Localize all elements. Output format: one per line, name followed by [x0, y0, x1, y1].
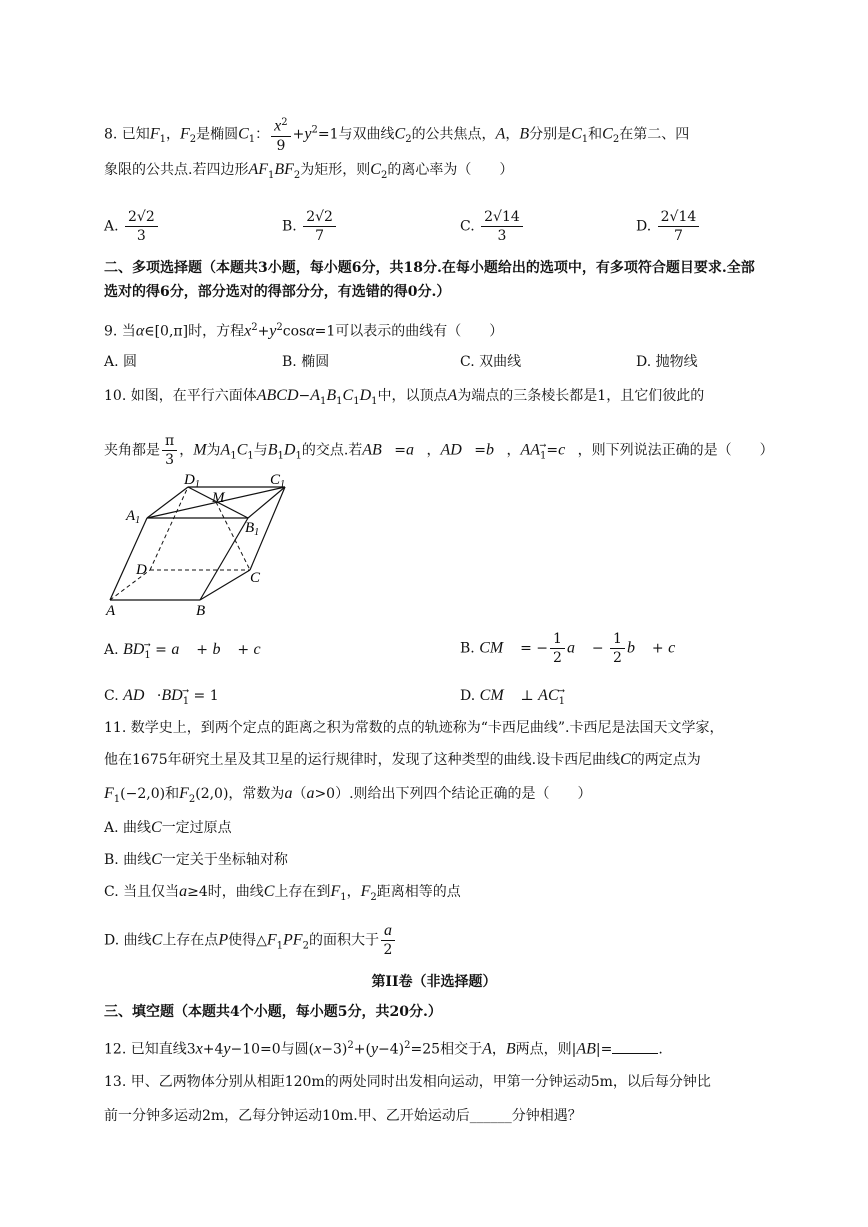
q8-option-a: A. $\frac{2√2}{3}$: [104, 208, 160, 245]
label-a: A: [106, 603, 116, 619]
q11-option-c: C. 当且仅当a≥4时，曲线C上存在到$F_1$，$F_2$距离相等的点: [104, 883, 461, 903]
q11-option-b: B. 曲线C一定关于坐标轴对称: [104, 851, 288, 868]
q9-stem: 9. 当α∈[0,π]时，方程$x^2+y^2\cos\alpha=1$可以表示的曲线有（ ）: [104, 322, 504, 340]
label-d1: $D_1$: [184, 472, 200, 490]
parallelepiped-figure: [100, 470, 300, 620]
label-a1: $A_1$: [126, 508, 141, 526]
label-c1: $C_1$: [270, 472, 286, 490]
label-c: C: [250, 570, 261, 586]
q11-option-a: A. 曲线C一定过原点: [104, 819, 232, 836]
q10-option-a: A. $BD_1⃗$ = a⃗ + b⃗ + c⃗: [104, 641, 274, 661]
q8-option-b: B. $\frac{2√2}{7}$: [282, 208, 338, 245]
section2-heading: 二、多项选择题（本题共3小题，每小题6分，共18分.在每小题给出的选项中，有多项符合题目要求.全部选对的得6分，部分选对的得部分分，有选错的得0分.）: [104, 260, 755, 300]
q10-option-b: B. CM⃗ = − $\frac{1}{2}$ a⃗ − $\frac{1}{2}$ b⃗ + c⃗: [460, 631, 688, 666]
q9-option-d: D. 抛物线: [636, 354, 698, 370]
q11-line3: $F_1(-2,0)$和$F_2(2,0)$，常数为a（a>0）.则给出下列四个结论正确的是（ ）: [104, 785, 592, 805]
q13-line2: 前一分钟多运动2m，乙每分钟运动10m.甲、乙开始运动后______分钟相遇？: [104, 1108, 582, 1124]
label-b: B: [196, 603, 206, 619]
section3-heading: 三、填空题（本题共4个小题，每小题5分，共20分.）: [104, 1004, 442, 1020]
label-b1: $B_1$: [245, 520, 260, 538]
label-m: M: [212, 490, 225, 506]
q9-option-c: C. 双曲线: [460, 354, 522, 370]
q10-option-c: C. $AD⃗\cdot BD_1⃗ = 1$: [104, 687, 219, 707]
q11-line1: 11. 数学史上，到两个定点的距离之积为常数的点的轨迹称为“卡西尼曲线”.卡西尼是法国天文学家，: [104, 720, 724, 736]
q9-option-a: A. 圆: [104, 354, 138, 370]
q8-option-c: C. $\frac{2√14}{3}$: [460, 208, 525, 245]
part2-title: 第II卷（非选择题）: [371, 974, 497, 990]
q13-line1: 13. 甲、乙两物体分别从相距120m的两处同时出发相向运动，甲第一分钟运动5m，以后每分钟比: [104, 1074, 711, 1090]
label-d: D: [136, 562, 147, 578]
q11-line2: 他在1675年研究土星及其卫星的运行规律时，发现了这种类型的曲线.设卡西尼曲线C的两定点为: [104, 751, 701, 768]
q8-option-d: D. $\frac{2√14}{7}$: [636, 208, 701, 245]
q9-option-b: B. 椭圆: [282, 354, 330, 370]
q12: 12. 已知直线3x+4y−10=0与圆$(x-3)^2+(y-4)^2=25$相交于A，B两点，则|AB|= .: [104, 1040, 663, 1058]
q8-line1: 8. 已知$F_1$，$F_2$是椭圆$C_1$： $\frac{x^2}{9}$ $+y^2=1$与双曲线$C_2$的公共焦点，A，B分别是$C_1$和$C_2$在第二、四: [104, 114, 689, 155]
q8-line2: 象限的公共点.若四边形$AF_1BF_2$为矩形，则$C_2$的离心率为（ ）: [104, 161, 514, 181]
q10-line1: 10. 如图，在平行六面体$ABCD-A_1B_1C_1D_1$中，以顶点A为端点的三条棱长都是1，且它们彼此的: [104, 387, 705, 407]
q11-option-d: D. 曲线C上存在点P使得$\triangle F_1PF_2$的面积大于 $\frac{a}{2}$: [104, 922, 397, 959]
q10-option-d: D. CM⃗ ⊥ $AC_1$: [460, 687, 565, 707]
q10-line2: 夹角都是 $\frac{\pi}{3}$ ，M为$A_1C_1$与$B_1D_1$的交点.若AB⃗=a⃗，AD⃗=b⃗，$AA_1⃗=c⃗$，则下列说法正确的是（ ）: [104, 433, 774, 468]
